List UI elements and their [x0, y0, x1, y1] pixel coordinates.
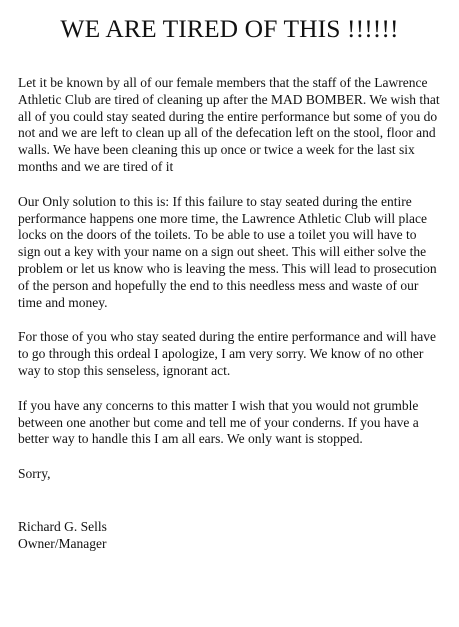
closing-line: Sorry,: [18, 466, 51, 482]
paragraph-solution: Our Only solution to this is: If this failure to stay seated during the entire performance happens one more time, the Lawrence Athletic Club will place locks on the doors of the toilets. To be able to use a toilet you will have to sign out a key with your name on a sign out sheet. This will either solve the problem or let us know who is leaving the mess. This will lead to prosecution of the person and hopefully the end to this needless mess and waste of our time and money.: [18, 193, 437, 310]
signature-name: Richard G. Sells: [18, 518, 107, 534]
paragraph-complaint: Let it be known by all of our female members that the staff of the Lawrence Athletic Club are tired of cleaning up after the MAD BOMBER. We wish that all of you could stay seated during the entire performance but some of you do not and we are left to clean up all of the defecation left on the stool, floor and walls. We have been cleaning this up once or twice a week for the last six months and we are tired of it: [18, 75, 440, 174]
notice-title: WE ARE TIRED OF THIS !!!!!!: [60, 14, 399, 43]
signature-title: Owner/Manager: [18, 535, 107, 551]
paragraph-concerns: If you have any concerns to this matter I wish that you would not grumble between one another but come and tell me of your conderns. If you have a better way to handle this I am all ears. We only want is stopped.: [18, 397, 419, 447]
paragraph-apology: For those of you who stay seated during the entire performance and will have to go through this ordeal I apologize, I am very sorry. We know of no other way to stop this senseless, ignorant act.: [18, 329, 436, 378]
